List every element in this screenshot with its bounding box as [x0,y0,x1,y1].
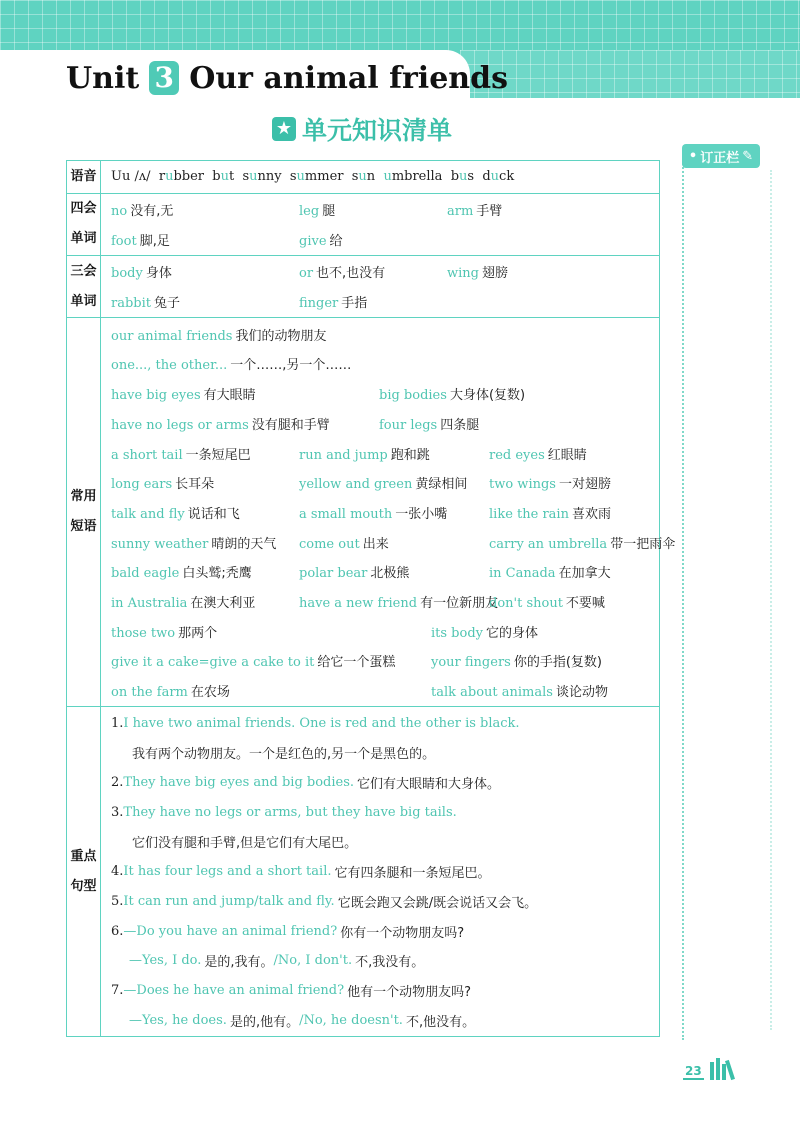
word-row [111,287,659,317]
phrase-row [111,616,659,646]
phrase-entry [379,384,649,403]
section-title-text: 单元知识清单 [302,116,453,145]
word-entry [111,262,299,281]
label-text: 单词 [70,293,97,309]
label-text: 重点 [70,848,97,864]
word-chinese: 没有,无 [130,204,174,220]
phrase-entry [111,444,299,463]
phonics-segment: r [158,169,166,185]
row-label [67,256,101,318]
phrase-chinese: 给它一个蛋糕 [317,655,396,671]
phrase-english: have a new friend [299,595,418,611]
word-english: body [111,266,143,282]
phrase-english: run and jump [299,447,388,463]
correction-label [682,144,760,168]
correction-label-text: 订正栏 [700,150,740,166]
sentence-english: I have two animal friends. One is red and the other is black. [123,715,520,731]
phrase-entry [489,473,659,492]
phonics-segment: bber [173,169,213,185]
phrase-english: bald eagle [111,566,180,582]
sentence-chinese: 它既会跑又会跳/既会说话又会飞。 [337,895,538,911]
phrase-english: don't shout [489,595,563,611]
row-label [67,193,101,255]
phonics-segment: nny [257,169,290,185]
phrase-english: a short tail [111,447,183,463]
word-english: leg [299,204,320,220]
label-text: 四会 [70,201,97,217]
word-english: give [299,233,327,249]
phrase-entry [299,592,499,611]
sentence-chinese: 你有一个动物朋友吗? [340,925,465,941]
sentence-line [111,946,659,976]
phonics-segment: b [450,169,460,185]
phrase-english: have big eyes [111,388,201,404]
phrase-english: talk and fly [111,506,185,522]
word-english: wing [447,266,479,282]
phrase-english: sunny weather [111,536,209,552]
word-entry [299,230,447,249]
phonics-segment: u [490,169,500,185]
phrase-row [111,587,659,617]
sentence-line [111,916,659,946]
phrase-row [111,498,659,528]
row-label [67,707,101,1037]
sentence-line [111,797,659,827]
books-icon [710,1058,738,1080]
sentence-chinese: 它有四条腿和一条短尾巴。 [334,866,491,882]
sentence-chinese: 它们没有腿和手臂,但是它们有大尾巴。 [132,836,358,852]
phrase-entry [299,444,489,463]
sentence-chinese: 是的,我有。 [204,955,274,971]
phrase-entry [431,651,651,670]
unit-word: Unit [66,60,140,96]
sentences-list [101,707,660,1037]
word-chinese: 翅膀 [481,266,508,282]
phrase-english: long ears [111,477,173,493]
phonics-segment: d [482,169,491,185]
word-entry [111,200,299,219]
word-english: no [111,204,128,220]
phrase-english: talk about animals [431,685,553,701]
sentence-chinese: 它们有大眼睛和大身体。 [357,777,501,793]
word-chinese: 手指 [341,296,368,312]
phrase-chinese: 一对翅膀 [558,477,611,493]
knowledge-table [66,160,676,1037]
phrase-row [111,468,659,498]
phrase-row [111,319,659,349]
phrase-english: have no legs or arms [111,417,249,433]
phrase-chinese: 一张小嘴 [395,506,448,522]
phonics-segment: s [467,169,483,185]
phrase-row [111,349,659,379]
phrase-chinese: 黄绿相间 [415,477,468,493]
phrase-chinese: 没有腿和手臂 [251,417,330,433]
label-text: 常用 [70,489,97,505]
phrase-entry [111,533,299,552]
phrase-chinese: 有一位新朋友 [420,595,499,611]
phrase-entry [299,533,489,552]
correction-dotted-line [770,170,772,1030]
phrase-english: carry an umbrella [489,536,608,552]
phonics-segment: u [165,169,174,185]
phonics-segment: Uu /ʌ/ [111,169,159,185]
phrase-chinese: 晴朗的天气 [211,536,277,552]
sentence-line [111,738,659,768]
phrase-english: your fingers [431,655,511,671]
phrase-entry [111,325,326,344]
phrase-entry [111,651,431,670]
sentence-number: 7. [111,982,124,998]
phrase-chinese: 在加拿大 [558,566,611,582]
sentence-chinese: 不,我没有。 [355,955,425,971]
word-english: arm [447,204,474,220]
sentence-number: 6. [111,923,124,939]
phrase-english: polar bear [299,566,368,582]
sentence-line [111,768,659,798]
label-text: 短语 [70,519,97,535]
phrase-entry [111,384,379,403]
label-text: 语音 [70,168,97,184]
phrase-entry [111,562,299,581]
phrase-row [111,527,676,557]
sentence-number: 1. [111,715,124,731]
phrase-english: on the farm [111,685,188,701]
phonics-segment: mmer [304,169,352,185]
sentence-english: —Do you have an animal friend? [123,923,338,939]
label-text: 单词 [70,231,97,247]
label-text: 三会 [70,263,97,279]
phrase-chinese: 红眼睛 [547,447,587,463]
pronunciation-content [101,161,660,194]
sentence-number: 4. [111,864,124,880]
phrase-chinese: 喜欢雨 [571,506,611,522]
pencil-icon: ✎ [742,148,754,164]
phonics-segment: mbrella [391,169,451,185]
phonics-segment: u [358,169,367,185]
word-entry [111,292,299,311]
label-text: 句型 [70,878,97,894]
phrase-entry [431,622,651,641]
phrase-chinese: 白头鹫;秃鹰 [182,566,252,582]
phrase-english: four legs [379,417,438,433]
phrase-english: in Canada [489,566,556,582]
word-english: or [299,266,314,282]
sentence-english: It has four legs and a short tail. [123,864,332,880]
unit-title [66,58,508,98]
sentence-english: /No, he doesn't. [299,1012,403,1028]
sentence-chinese: 是的,他有。 [229,1014,300,1030]
phonics-segment: u [459,169,468,185]
phrase-entry [111,354,351,373]
phrase-row [111,409,659,439]
phrase-chinese: 出来 [362,536,389,552]
phrase-english: yellow and green [299,477,413,493]
word-chinese: 脚,足 [139,233,170,249]
sentence-english: It can run and jump/talk and fly. [123,893,335,909]
phrase-english: two wings [489,477,556,493]
phrase-row [111,379,659,409]
phrase-english: give it a cake=give a cake to it [111,655,315,671]
phrases-list [101,318,676,707]
phrase-english: in Australia [111,595,188,611]
sentence-number: 3. [111,804,124,820]
four-skill-row [67,193,660,255]
sentence-english: /No, I don't. [273,953,353,969]
phrase-english: those two [111,625,176,641]
sentence-english: They have no legs or arms, but they have big tails. [123,804,457,820]
phonics-segment: s [242,169,250,185]
phrase-chinese: 四条腿 [440,417,480,433]
phrase-chinese: 不要喊 [565,595,605,611]
phrase-english: big bodies [379,388,447,404]
phrase-entry [111,503,299,522]
sentence-number: 5. [111,893,124,909]
phrase-chinese: 一条短尾巴 [185,447,251,463]
word-english: rabbit [111,296,151,312]
phrase-chinese: 它的身体 [486,625,539,641]
sentence-english: —Yes, he does. [129,1012,227,1028]
phrase-chinese: 你的手指(复数) [513,655,602,671]
sentence-english: They have big eyes and big bodies. [123,775,355,791]
row-label [67,318,101,707]
phrase-chinese: 北极熊 [370,566,410,582]
three-skill-words [101,256,660,318]
phrase-entry [299,562,489,581]
sentence-chinese: 我有两个动物朋友。一个是红色的,另一个是黑色的。 [132,747,436,763]
star-icon: ★ [272,117,296,141]
sentences-row [67,707,660,1037]
phrase-chinese: 长耳朵 [175,477,215,493]
sentence-line [111,976,659,1006]
phrase-entry [111,681,431,700]
phrase-entry [489,503,659,522]
phrase-entry [111,414,379,433]
four-skill-words [101,193,660,255]
unit-title-text: Our animal friends [189,60,508,96]
phrase-row [111,438,659,468]
phrase-entry [489,562,659,581]
word-row [111,257,659,287]
phonics-segment: s [351,169,359,185]
phonics-segment: u [383,169,392,185]
phrase-entry [489,533,676,552]
phrase-entry [299,503,489,522]
word-english: foot [111,233,137,249]
phrase-chinese: 在农场 [190,685,230,701]
word-chinese: 兔子 [154,296,181,312]
phrase-entry [431,681,651,700]
title-accent-band [460,50,800,98]
correction-column [682,160,762,1040]
unit-number-badge: 3 [149,61,179,95]
sentence-line [111,827,659,857]
bullet-icon: • [688,148,698,164]
three-skill-row [67,256,660,318]
word-english: finger [299,296,339,312]
phrase-english: come out [299,536,360,552]
phrase-entry [299,473,489,492]
section-title [272,112,452,146]
phrase-english: one..., the other... [111,358,228,374]
page-number: 23 [685,1064,702,1078]
row-label [67,161,101,194]
phrase-chinese: 说话和飞 [187,506,240,522]
phrase-chinese: 我们的动物朋友 [235,328,327,344]
sentence-line [111,708,659,738]
phrase-entry [111,622,431,641]
phrase-english: its body [431,625,483,641]
phonics-line [111,162,659,192]
word-entry [299,292,447,311]
word-chinese: 腿 [322,204,336,220]
phonics-segment: s [289,169,297,185]
sentence-chinese: 他有一个动物朋友吗? [347,984,471,1000]
phrase-chinese: 在澳大利亚 [190,595,256,611]
sentence-line [111,857,659,887]
phrase-english: red eyes [489,447,545,463]
phrases-row [67,318,660,707]
word-row [111,195,659,225]
word-entry [111,230,299,249]
phrase-chinese: 大身体(复数) [449,388,526,404]
phonics-segment: u [296,169,305,185]
word-row [111,224,659,254]
phrase-chinese: 有大眼睛 [203,388,256,404]
word-chinese: 手臂 [476,204,503,220]
phrase-chinese: 那两个 [178,625,218,641]
word-chinese: 也不,也没有 [316,266,386,282]
word-entry [299,200,447,219]
sentence-number: 2. [111,775,124,791]
sentence-english: —Yes, I do. [129,953,202,969]
sentence-english: —Does he have an animal friend? [123,982,345,998]
phonics-segment: u [249,169,258,185]
phonics-segment: ck [499,169,515,185]
phrase-entry [111,473,299,492]
phonics-segment: b [212,169,221,185]
word-entry [447,262,597,281]
phrase-entry [379,414,649,433]
phrase-chinese: 跑和跳 [390,447,430,463]
phrase-english: our animal friends [111,328,233,344]
phrase-english: like the rain [489,506,569,522]
phrase-entry [111,592,299,611]
pronunciation-row [67,161,660,194]
phonics-segment: n [366,169,384,185]
word-entry [299,262,447,281]
phrase-chinese: 带一把雨伞 [610,536,676,552]
word-chinese: 身体 [145,266,172,282]
phrase-entry [489,592,659,611]
sentence-line [111,1005,659,1035]
phrase-row [111,676,659,706]
phrase-english: a small mouth [299,506,393,522]
phrase-chinese: 一个……,另一个…… [230,358,352,374]
phrase-chinese: 谈论动物 [555,685,608,701]
sentence-line [111,887,659,917]
phonics-segment: u [220,169,229,185]
phrase-row [111,557,659,587]
word-entry [447,200,597,219]
phrase-entry [489,444,659,463]
phonics-segment: t [228,169,243,185]
phrase-row [111,646,659,676]
sentence-chinese: 不,他没有。 [405,1014,476,1030]
word-chinese: 给 [329,233,343,249]
